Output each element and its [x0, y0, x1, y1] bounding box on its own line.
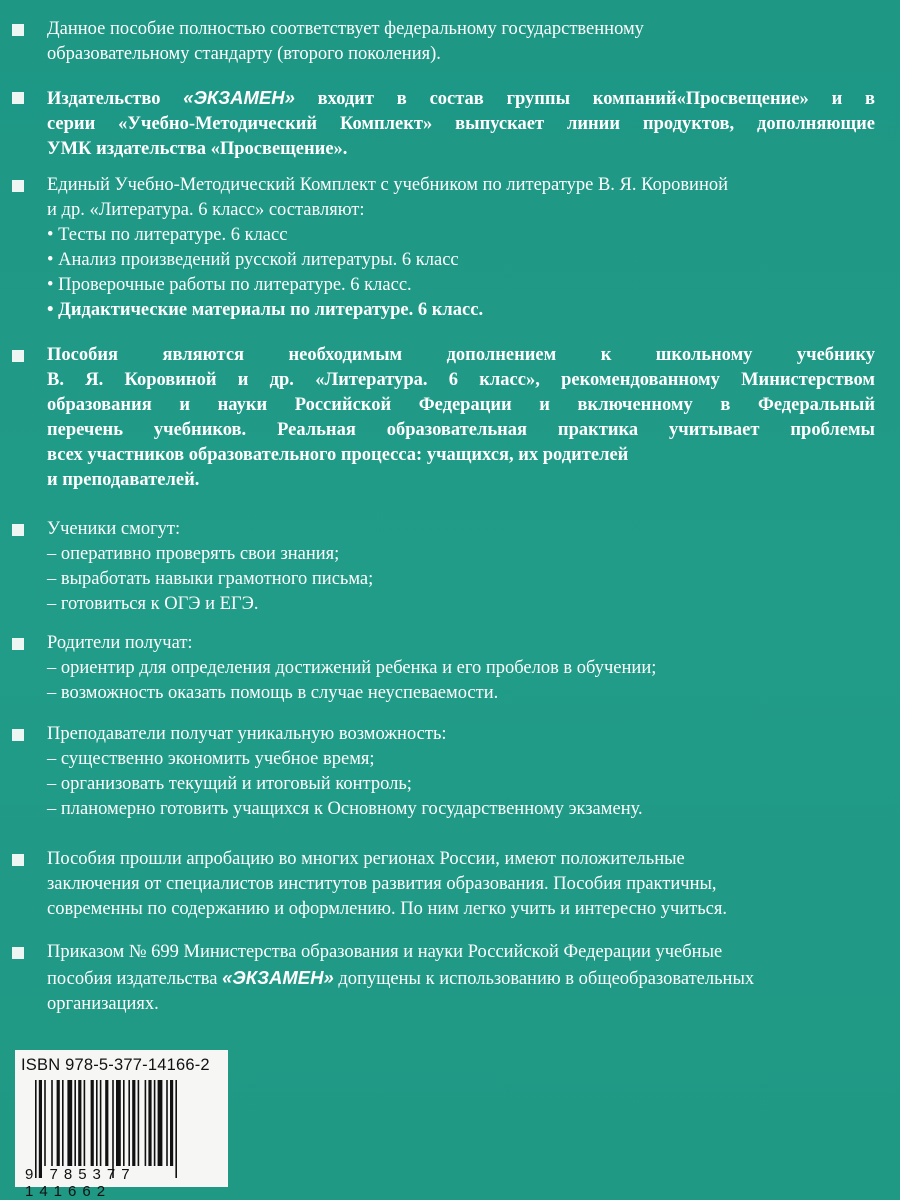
text-segment: Родители получат:	[47, 633, 193, 653]
barcode-bar	[91, 1080, 94, 1166]
isbn-label: ISBN 978-5-377-14166-2	[21, 1056, 210, 1074]
text-line	[47, 631, 875, 656]
text-line	[47, 223, 875, 248]
text-line	[47, 567, 875, 592]
barcode-bar	[175, 1080, 177, 1178]
paragraph	[47, 847, 875, 922]
bullet-square-icon	[12, 947, 24, 959]
text-segment: УМК издательства «Просвещение».	[47, 139, 348, 159]
text-line	[47, 722, 875, 747]
publisher-brand: «ЭКЗАМЕН»	[183, 87, 295, 108]
text-line	[47, 248, 875, 273]
text-line	[47, 992, 875, 1017]
text-segment: – планомерно готовить учащихся к Основному государственному экзамену.	[47, 799, 643, 819]
text-segment: и др. «Литература. 6 класс» составляют:	[47, 200, 365, 220]
barcode-bar	[96, 1080, 98, 1166]
barcode-bar	[138, 1080, 140, 1166]
text-line	[47, 343, 875, 368]
barcode-bar	[148, 1080, 151, 1166]
text-line	[47, 468, 875, 493]
text-line	[47, 747, 875, 772]
bullet-square-icon	[12, 24, 24, 36]
text-segment: – ориентир для определения достижений ребенка и его пробелов в обучении;	[47, 658, 657, 678]
barcode-bar	[51, 1080, 53, 1166]
text-line	[47, 681, 875, 706]
text-line	[47, 656, 875, 681]
text-line	[47, 393, 875, 418]
barcode-bar	[67, 1080, 72, 1166]
text-line	[47, 897, 875, 922]
text-segment: всех участников образовательного процесса: учащихся, их родителей	[47, 445, 629, 465]
barcode-bar	[166, 1080, 168, 1166]
text-line	[47, 542, 875, 567]
text-segment: • Тесты по литературе. 6 класс	[47, 225, 288, 245]
barcode-bar	[112, 1080, 114, 1178]
barcode-bar	[132, 1080, 135, 1166]
barcode-bar	[158, 1080, 163, 1166]
barcode-bar	[145, 1080, 147, 1166]
barcode-bar	[78, 1080, 81, 1166]
barcode-bar	[74, 1080, 76, 1166]
barcode-bar	[154, 1080, 156, 1166]
text-segment: • Проверочные работы по литературе. 6 класс.	[47, 275, 412, 295]
paragraph	[47, 17, 875, 67]
paragraph	[47, 940, 875, 1017]
paragraph	[47, 85, 875, 162]
barcode-digits: 9 785377 141662	[25, 1166, 136, 1200]
text-line	[47, 940, 875, 965]
paragraph	[47, 631, 875, 706]
text-line	[47, 592, 875, 617]
barcode-bar	[39, 1080, 42, 1178]
text-segment: допущены к использованию в общеобразовательных	[333, 969, 755, 989]
barcode-bar	[35, 1080, 37, 1178]
text-segment: перечень учебников. Реальная образовательная практика учитывает проблемы	[47, 420, 875, 440]
text-line	[47, 85, 875, 112]
text-segment: современны по содержанию и оформлению. По ним легко учить и интересно учиться.	[47, 899, 728, 919]
bullet-square-icon	[12, 180, 24, 192]
paragraph	[47, 517, 875, 617]
text-segment: Приказом № 699 Министерства образования и науки Российской Федерации учебные	[47, 942, 723, 962]
text-line	[47, 965, 875, 992]
text-segment: • Дидактические материалы по литературе. 6 класс.	[47, 300, 484, 320]
text-segment: образования и науки Российской Федерации и включенному в Федеральный	[47, 395, 875, 415]
paragraph	[47, 722, 875, 822]
barcode-bar	[44, 1080, 46, 1166]
text-line	[47, 42, 875, 67]
text-segment: заключения от специалистов институтов развития образования. Пособия практичны,	[47, 874, 717, 894]
text-segment: входит в состав группы компаний«Просвещение» и в	[294, 89, 876, 109]
barcode-bar	[123, 1080, 125, 1166]
text-line	[47, 847, 875, 872]
publisher-brand: «ЭКЗАМЕН»	[222, 967, 334, 988]
text-line	[47, 137, 875, 162]
text-segment: Пособия являются необходимым дополнением к школьному учебнику	[47, 345, 875, 365]
barcode-bar	[128, 1080, 130, 1166]
bullet-square-icon	[12, 350, 24, 362]
text-line	[47, 368, 875, 393]
text-segment: В. Я. Коровиной и др. «Литература. 6 класс», рекомендованному Министерством	[47, 370, 875, 390]
barcode-bar	[100, 1080, 102, 1166]
barcode-bar	[170, 1080, 173, 1166]
text-line	[47, 872, 875, 897]
text-line	[47, 198, 875, 223]
text-segment: – возможность оказать помощь в случае неуспеваемости.	[47, 683, 499, 703]
text-line	[47, 772, 875, 797]
text-segment: – организовать текущий и итоговый контроль;	[47, 774, 412, 794]
text-segment: Ученики смогут:	[47, 519, 181, 539]
text-line	[47, 298, 875, 323]
text-segment: – существенно экономить учебное время;	[47, 749, 375, 769]
text-line	[47, 443, 875, 468]
text-segment: – оперативно проверять свои знания;	[47, 544, 340, 564]
text-segment: Единый Учебно-Методический Комплект с учебником по литературе В. Я. Коровиной	[47, 175, 729, 195]
text-line	[47, 112, 875, 137]
text-segment: серии «Учебно-Методический Комплект» выпускает линии продуктов, дополняющие	[47, 114, 875, 134]
barcode-bar	[116, 1080, 121, 1166]
text-segment: Пособия прошли апробацию во многих регионах России, имеют положительные	[47, 849, 685, 869]
bullet-square-icon	[12, 729, 24, 741]
text-segment: и преподавателей.	[47, 470, 200, 490]
text-line	[47, 517, 875, 542]
text-segment: Преподаватели получат уникальную возможность:	[47, 724, 447, 744]
text-segment: пособия издательства	[47, 969, 223, 989]
text-line	[47, 17, 875, 42]
text-segment: образовательному стандарту (второго поколения).	[47, 44, 441, 64]
text-segment: – готовиться к ОГЭ и ЕГЭ.	[47, 594, 259, 614]
text-segment: организациях.	[47, 994, 159, 1014]
bullet-square-icon	[12, 638, 24, 650]
bullet-square-icon	[12, 854, 24, 866]
bullet-square-icon	[12, 92, 24, 104]
paragraph	[47, 173, 875, 323]
barcode-bar	[62, 1080, 64, 1166]
text-line	[47, 173, 875, 198]
text-line	[47, 418, 875, 443]
barcode-bar	[57, 1080, 60, 1166]
text-segment: – выработать навыки грамотного письма;	[47, 569, 374, 589]
paragraph	[47, 343, 875, 493]
text-segment: • Анализ произведений русской литературы. 6 класс	[47, 250, 459, 270]
barcode-bar	[105, 1080, 108, 1166]
isbn-barcode-block	[15, 1050, 228, 1200]
text-segment: Издательство	[47, 89, 184, 109]
text-line	[47, 273, 875, 298]
text-line	[47, 797, 875, 822]
text-segment: Данное пособие полностью соответствует федеральному государственному	[47, 19, 644, 39]
barcode-bar	[84, 1080, 86, 1166]
bullet-square-icon	[12, 524, 24, 536]
